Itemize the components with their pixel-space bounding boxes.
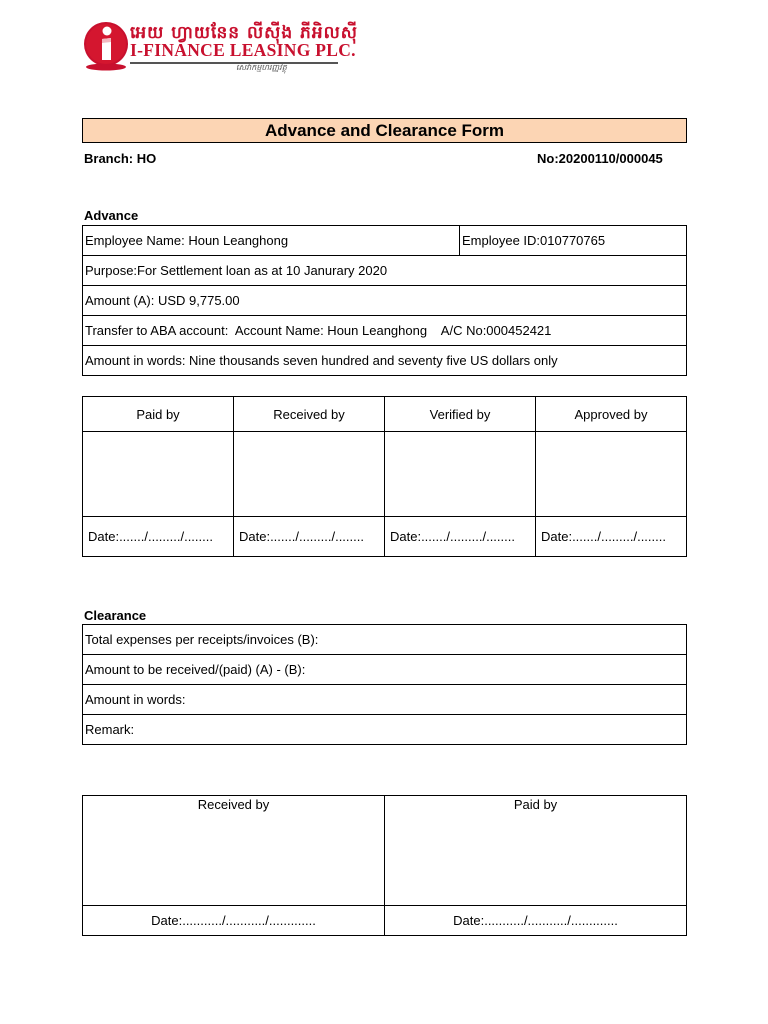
approved-by-signature[interactable] bbox=[536, 432, 687, 517]
transfer-field[interactable]: Transfer to ABA account: Account Name: Houn Leanghong A/C No:000452421 bbox=[83, 316, 687, 346]
advance-table bbox=[82, 225, 687, 376]
remark-field[interactable]: Remark: bbox=[83, 715, 687, 745]
clearance-heading: Clearance bbox=[84, 608, 147, 623]
form-number: No:20200110/000045 bbox=[537, 151, 663, 166]
clearance-paid-by[interactable]: Paid by bbox=[385, 796, 687, 906]
approved-by-header: Approved by bbox=[536, 397, 687, 432]
clearance-received-by[interactable]: Received by bbox=[83, 796, 385, 906]
branch-label: Branch: HO bbox=[84, 151, 157, 166]
verified-by-date[interactable]: Date:......./........./........ bbox=[385, 517, 536, 557]
logo-divider bbox=[130, 62, 338, 64]
verified-by-header: Verified by bbox=[385, 397, 536, 432]
amount-words-field[interactable]: Amount in words: Nine thousands seven hundred and seventy five US dollars only bbox=[83, 346, 687, 376]
logo-tagline: សេវាកម្មហិរញ្ញវត្ថុ bbox=[236, 63, 287, 72]
clearance-signature-table bbox=[82, 795, 687, 936]
form-title: Advance and Clearance Form bbox=[82, 118, 687, 143]
employee-id-field[interactable]: Employee ID:010770765 bbox=[460, 226, 687, 256]
logo-khmer-name: អេយ ហ្វាយនែន លីស៊ីង ភីអិលស៊ី bbox=[130, 23, 358, 43]
verified-by-signature[interactable] bbox=[385, 432, 536, 517]
paid-by-date[interactable]: Date:......./........./........ bbox=[83, 517, 234, 557]
advance-signature-table bbox=[82, 396, 687, 557]
clearance-paid-date[interactable]: Date:.........../.........../............. bbox=[385, 906, 687, 936]
clearance-table bbox=[82, 624, 687, 745]
advance-heading: Advance bbox=[84, 208, 139, 223]
purpose-field[interactable]: Purpose:For Settlement loan as at 10 Janurary 2020 bbox=[83, 256, 687, 286]
received-by-header: Received by bbox=[234, 397, 385, 432]
amount-field[interactable]: Amount (A): USD 9,775.00 bbox=[83, 286, 687, 316]
clearance-received-date[interactable]: Date:.........../.........../............. bbox=[83, 906, 385, 936]
employee-name-field[interactable]: Employee Name: Houn Leanghong bbox=[83, 226, 460, 256]
approved-by-date[interactable]: Date:......./........./........ bbox=[536, 517, 687, 557]
paid-by-signature[interactable] bbox=[83, 432, 234, 517]
amount-received-field[interactable]: Amount to be received/(paid) (A) - (B): bbox=[83, 655, 687, 685]
clearance-amount-words-field[interactable]: Amount in words: bbox=[83, 685, 687, 715]
paid-by-header: Paid by bbox=[83, 397, 234, 432]
total-expenses-field[interactable]: Total expenses per receipts/invoices (B): bbox=[83, 625, 687, 655]
logo-english-name: I-FINANCE LEASING PLC. bbox=[130, 40, 356, 60]
received-by-signature[interactable] bbox=[234, 432, 385, 517]
received-by-date[interactable]: Date:......./........./........ bbox=[234, 517, 385, 557]
